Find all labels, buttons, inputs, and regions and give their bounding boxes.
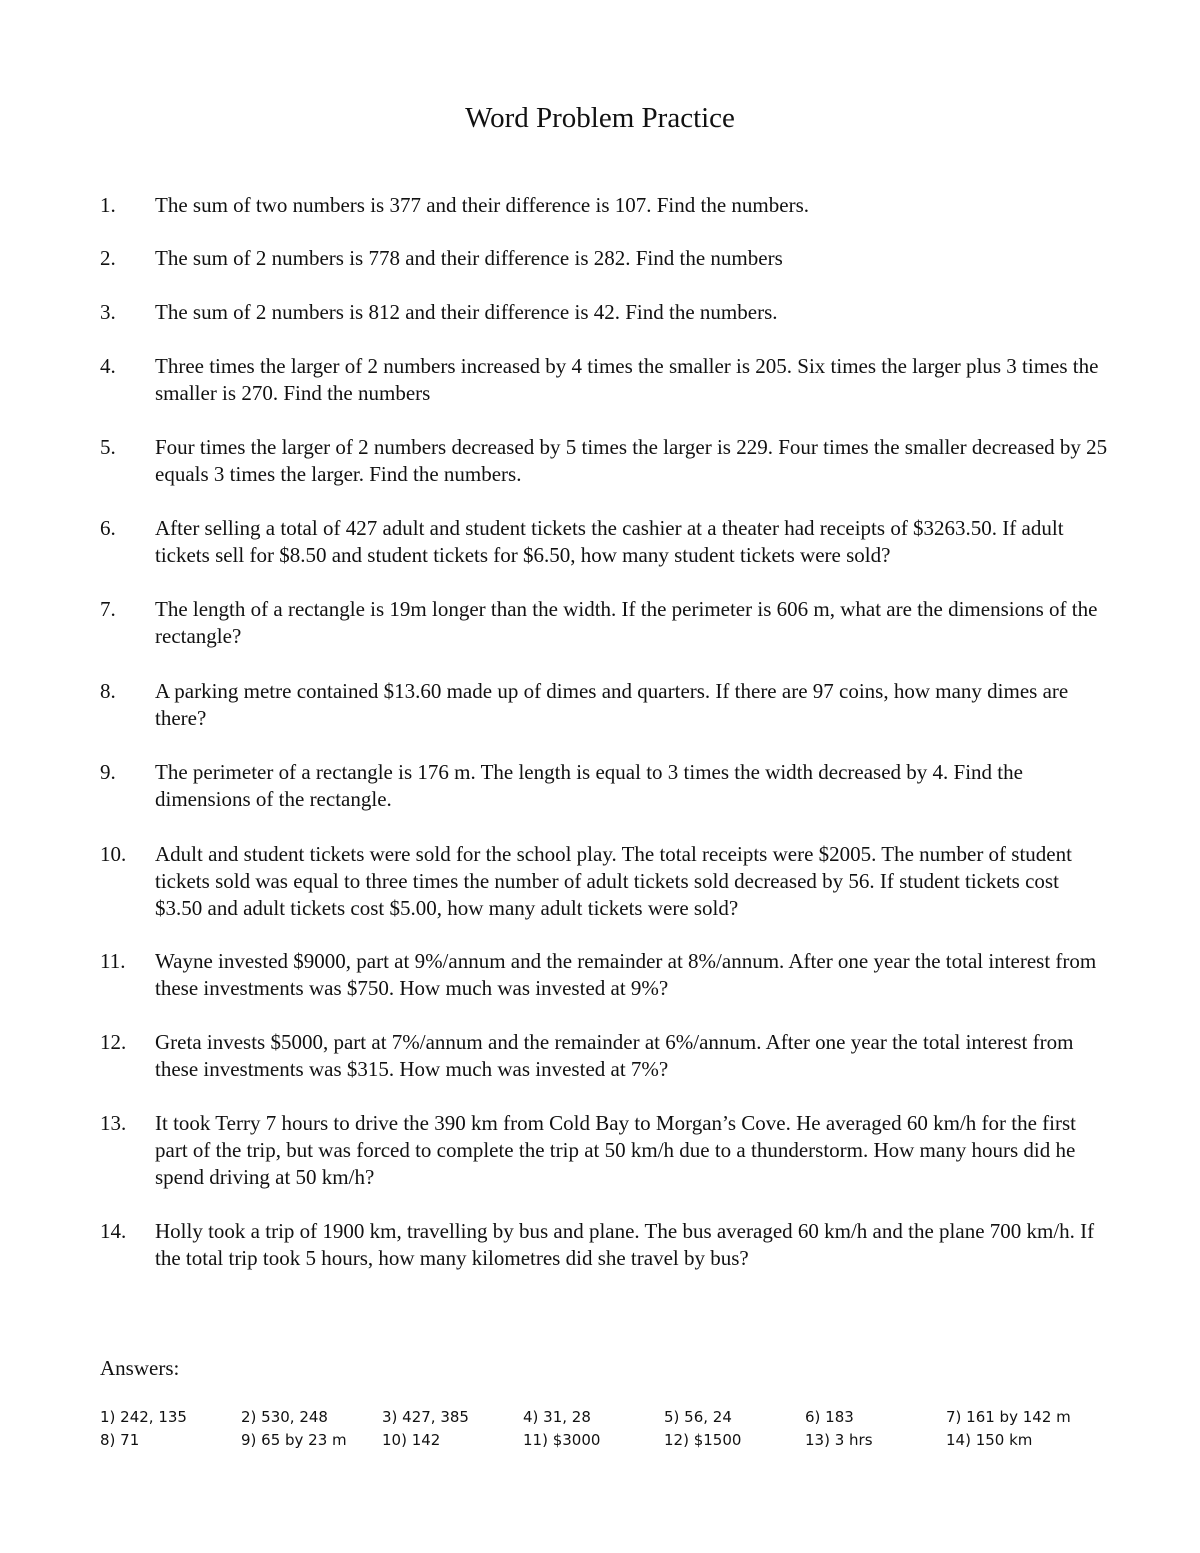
answer-item: 11) $3000	[523, 1431, 601, 1449]
answers-heading: Answers:	[100, 1356, 180, 1380]
problem-number: 12.	[100, 1030, 127, 1054]
problem-text: After selling a total of 427 adult and student tickets the cashier at a theater had receipts of $3263.50. If adult tickets sell for $8.50 and student tickets for $6.50, how many student tickets were sold?	[155, 516, 1064, 567]
problem-text: A parking metre contained $13.60 made up of dimes and quarters. If there are 97 coins, how many dimes are there?	[155, 679, 1069, 730]
answer-item: 6) 183	[805, 1408, 854, 1426]
answer-item: 10) 142	[382, 1431, 441, 1449]
problem-text: The perimeter of a rectangle is 176 m. The length is equal to 3 times the width decreased by 4. Find the dimensions of the rectangle.	[155, 760, 1023, 811]
answer-item: 4) 31, 28	[523, 1408, 591, 1426]
problem-text: Three times the larger of 2 numbers increased by 4 times the smaller is 205. Six times the larger plus 3 times the smaller is 270. Find the numbers	[155, 354, 1099, 405]
problem-text: The sum of 2 numbers is 778 and their difference is 282. Find the numbers	[155, 246, 783, 270]
problem-text: The sum of two numbers is 377 and their difference is 107. Find the numbers.	[155, 193, 809, 217]
problem-text: Adult and student tickets were sold for the school play. The total receipts were $2005. The number of student tickets sold was equal to three times the number of adult tickets sold decreased by 56. If student tickets cost $3.50 and adult tickets cost $5.00, how many adult tickets were sold?	[155, 842, 1072, 920]
problem-number: 9.	[100, 760, 116, 784]
problem-number: 14.	[100, 1219, 127, 1243]
problem-number: 1.	[100, 193, 116, 217]
problem-number: 2.	[100, 246, 116, 270]
answer-item: 12) $1500	[664, 1431, 742, 1449]
problem-number: 5.	[100, 435, 116, 459]
answer-item: 9) 65 by 23 m	[241, 1431, 347, 1449]
problem-text: Four times the larger of 2 numbers decreased by 5 times the larger is 229. Four times the smaller decreased by 25 equals 3 times the larger. Find the numbers.	[155, 435, 1108, 486]
answer-item: 3) 427, 385	[382, 1408, 469, 1426]
answer-item: 5) 56, 24	[664, 1408, 732, 1426]
problem-number: 4.	[100, 354, 116, 378]
answer-item: 14) 150 km	[946, 1431, 1033, 1449]
problem-number: 10.	[100, 842, 127, 866]
problem-number: 11.	[100, 949, 126, 973]
problem-text: The sum of 2 numbers is 812 and their difference is 42. Find the numbers.	[155, 300, 778, 324]
problem-number: 13.	[100, 1111, 127, 1135]
problem-number: 8.	[100, 679, 116, 703]
problem-number: 7.	[100, 597, 116, 621]
answer-item: 7) 161 by 142 m	[946, 1408, 1071, 1426]
answer-item: 8) 71	[100, 1431, 140, 1449]
answer-item: 1) 242, 135	[100, 1408, 187, 1426]
page-title: Word Problem Practice	[465, 102, 735, 134]
problem-text: It took Terry 7 hours to drive the 390 km from Cold Bay to Morgan’s Cove. He averaged 60 km/h for the first part of the trip, but was forced to complete the trip at 50 km/h due to a thunderstorm. How many hours did he spend driving at 50 km/h?	[155, 1111, 1077, 1189]
problem-text: The length of a rectangle is 19m longer than the width. If the perimeter is 606 m, what are the dimensions of the rectangle?	[155, 597, 1098, 648]
answer-item: 13) 3 hrs	[805, 1431, 873, 1449]
problem-number: 3.	[100, 300, 116, 324]
answer-item: 2) 530, 248	[241, 1408, 328, 1426]
problem-text: Greta invests $5000, part at 7%/annum and the remainder at 6%/annum. After one year the total interest from these investments was $315. How much was invested at 7%?	[155, 1030, 1074, 1081]
answers-row	[100, 1428, 1110, 1452]
answers-row	[100, 1405, 1110, 1429]
problem-text: Holly took a trip of 1900 km, travelling by bus and plane. The bus averaged 60 km/h and the plane 700 km/h. If the total trip took 5 hours, how many kilometres did she travel by bus?	[155, 1219, 1095, 1270]
problem-number: 6.	[100, 516, 116, 540]
problem-text: Wayne invested $9000, part at 9%/annum and the remainder at 8%/annum. After one year the total interest from these investments was $750. How much was invested at 9%?	[155, 949, 1097, 1000]
